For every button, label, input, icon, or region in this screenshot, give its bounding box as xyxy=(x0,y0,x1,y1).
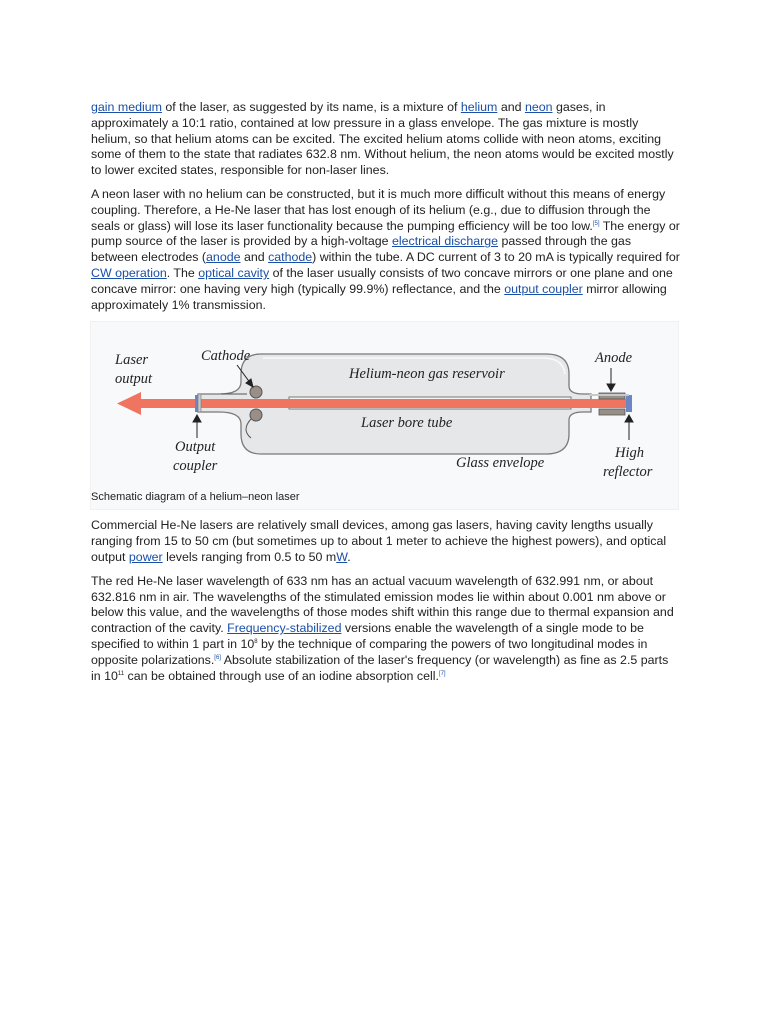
link-watt[interactable]: W xyxy=(336,549,348,564)
link-helium[interactable]: helium xyxy=(460,100,498,114)
text: levels ranging from 0.5 to 50 m xyxy=(162,549,337,564)
text: mirror allowing approximately 1% transmission. xyxy=(91,281,667,312)
text: . The xyxy=(166,265,199,280)
cathode-electrode xyxy=(250,386,262,398)
citation-6[interactable]: [6] xyxy=(214,654,221,661)
label-high-reflector-2: reflector xyxy=(603,464,653,481)
text: of the laser, as suggested by its name, is a mixture of xyxy=(161,100,461,114)
text: gases, in approximately a 10:1 ratio, contained at low pressure in a glass envelope. The gas mixture is mostly helium, so that helium atoms can be excited. The excited helium atoms collide with neon atoms, exciting some of them to the state that radiates 632.8 nm. Without helium, the neon atoms would be excited mostly to lower excited states, responsible for non-laser lines. xyxy=(91,100,674,178)
paragraph-wavelength xyxy=(91,574,681,685)
laser-diagram xyxy=(91,322,678,488)
high-reflector-mirror xyxy=(626,395,632,412)
text: by the technique of comparing the powers of two longitudinal modes in opposite polarizations. xyxy=(91,636,648,667)
label-high-reflector-1: High xyxy=(615,445,644,462)
anode-leader-arrowhead xyxy=(607,384,615,391)
right-end-cap xyxy=(589,394,629,396)
laser-diagram-figure xyxy=(90,321,679,510)
text: Absolute stabilization of the laser's frequency (or wavelength) as fine as 2.5 parts in 10 xyxy=(91,652,669,683)
citation-5[interactable]: [5] xyxy=(592,220,600,227)
left-end-cap xyxy=(198,394,201,412)
label-anode: Anode xyxy=(595,350,633,367)
link-neon[interactable]: neon xyxy=(524,100,553,114)
anode-electrode-lower xyxy=(599,409,625,415)
paragraph-neon-laser xyxy=(91,187,681,313)
exponent: 11 xyxy=(117,670,125,677)
label-reservoir: Helium-neon gas reservoir xyxy=(349,366,505,383)
output-coupler-leader-arrowhead xyxy=(193,415,201,422)
label-laser-output-1: Laser xyxy=(115,352,149,369)
figure-caption: Schematic diagram of a helium–neon laser xyxy=(91,491,300,504)
cathode-electrode-lower xyxy=(250,409,262,421)
laser-output-arrowhead xyxy=(117,392,141,415)
exponent: 8 xyxy=(254,638,258,645)
link-anode[interactable]: anode xyxy=(206,250,241,265)
text: and xyxy=(240,250,269,265)
text: of the laser usually consists of two concave mirrors or one plane and one concave mirror: one having very high (typically 99.9%) reflectance, and the xyxy=(91,265,673,296)
article-body xyxy=(91,100,681,692)
link-output-coupler[interactable]: output coupler xyxy=(504,281,583,296)
link-optical-cavity[interactable]: optical cavity xyxy=(198,265,270,280)
text: versions enable the wavelength of a single mode to be specified to within 1 part in 10 xyxy=(91,621,644,651)
label-laser-output-2: output xyxy=(115,371,153,388)
text: The energy or pump source of the laser is provided by a high-voltage xyxy=(91,218,680,249)
link-cw-operation[interactable]: CW operation xyxy=(91,265,167,280)
text: passed through the gas between electrodes ( xyxy=(91,234,632,265)
link-electrical-discharge[interactable]: electrical discharge xyxy=(392,234,499,249)
link-gain-medium[interactable]: gain medium xyxy=(91,100,162,114)
text: A neon laser with no helium can be constructed, but it is much more difficult without this means of energy coupling. Therefore, a He-Ne laser that has lost enough of its helium (e.g., due to diffusion through the seals or glass) will lose its laser functionality because the pumping efficiency will be too low. xyxy=(91,186,666,233)
text: ) within the tube. A DC current of 3 to 20 mA is typically required for xyxy=(312,250,680,265)
text: . xyxy=(347,549,351,564)
label-cathode: Cathode xyxy=(201,348,251,365)
text: can be obtained through use of an iodine absorption cell. xyxy=(124,668,439,683)
text: and xyxy=(497,100,525,114)
text: Commercial He-Ne lasers are relatively small devices, among gas lasers, having cavity lengths usually ranging from 15 to 50 cm (but sometimes up to about 1 meter to achieve the highest powers), and optical output xyxy=(91,518,667,564)
laser-beam-internal xyxy=(197,399,627,408)
link-frequency-stabilized[interactable]: Frequency-stabilized xyxy=(227,621,342,636)
high-reflector-leader-arrowhead xyxy=(625,415,633,422)
label-output-coupler-2: coupler xyxy=(173,458,218,475)
laser-beam-output xyxy=(141,399,199,408)
link-cathode[interactable]: cathode xyxy=(268,250,313,265)
label-glass-envelope: Glass envelope xyxy=(456,455,545,472)
paragraph-gain-medium xyxy=(91,100,681,179)
paragraph-commercial-lasers xyxy=(91,518,681,565)
label-output-coupler-1: Output xyxy=(175,439,216,456)
text: The red He-Ne laser wavelength of 633 nm has an actual vacuum wavelength of 632.991 nm, or about 632.816 nm in air. The wavelengths of the stimulated emission modes lie within about 0.001 nm above or below this value, and the wavelengths of those modes shift within this range due to thermal expansion and contraction of the cavity. xyxy=(91,573,674,636)
citation-7[interactable]: [7] xyxy=(438,670,446,677)
label-bore-tube: Laser bore tube xyxy=(361,415,453,432)
link-power[interactable]: power xyxy=(128,549,163,564)
